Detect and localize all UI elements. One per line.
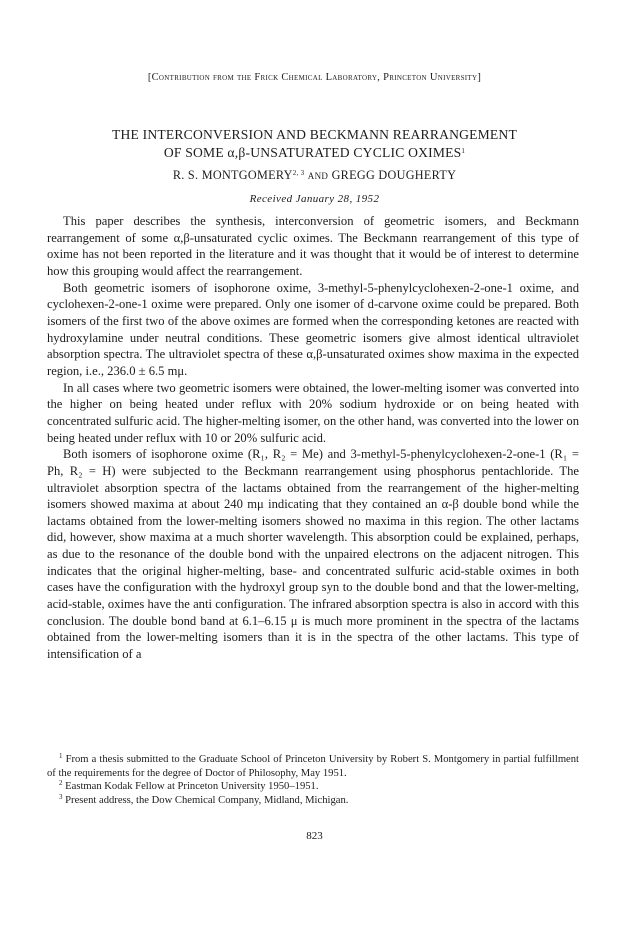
author-line xyxy=(0,168,629,183)
body-paragraph: Both isomers of isophorone oxime (R₁, R₂ = Me) and 3-methyl-5-phenylcyclohexen-2-one-1 (R₁ = Ph, R₂ = H) were subjected to the Beckmann rearrangement using phosphorus pentachloride. The ultraviolet absorption spectra of the lactams obtained from the rearrangement of the higher-melting isomers showed maxima at about 240 mμ indicating that they contained an α-β double bond while the lactams obtained from the lower-melting isomers showed no maxima in this region. The other lactams did, however, show maxima at a much shorter wavelength. This absorption could be explained, perhaps, as due to the resonance of the double bond with the unpaired electrons on the adjacent nitrogen. This indicates that the original higher-melting, base- and concentrated sulfuric acid-stable oximes in both cases have the configuration with the hydroxyl group syn to the double bond and that the lower-melting, acid-stable, oximes have the anti configuration. The infrared absorption spectra is also in accord with this conclusion. The double bond band at 6.1–6.15 μ is much more prominent in the spectra of the lactams obtained from the lower-melting isomers than it is in the spectra of the other lactams. This type of intensification of a xyxy=(47,447,579,662)
title-line-2 xyxy=(40,144,589,162)
paper-title xyxy=(40,126,589,162)
title-line-2-text: OF SOME α,β-UNSATURATED CYCLIC OXIMES xyxy=(163,145,462,160)
contribution-header: [Contribution from the Frick Chemical Laboratory, Princeton University] xyxy=(147,72,482,83)
author-1-footnote-marks: 2, 3 xyxy=(292,169,305,177)
footnote xyxy=(47,753,579,780)
title-line-1: THE INTERCONVERSION AND BECKMANN REARRANGEMENT xyxy=(112,127,517,142)
footnote-mark: 1 xyxy=(59,752,63,760)
author-1: R. S. MONTGOMERY xyxy=(172,168,293,182)
body-paragraph: In all cases where two geometric isomers were obtained, the lower-melting isomer was converted into the higher on being heated under reflux with 20% sodium hydroxide or on being heated with concentrated sulfuric acid. The higher-melting isomer, on the other hand, was converted into the lower on being heated under reflux with 10 or 20% sulfuric acid. xyxy=(47,380,579,445)
page-number: 823 xyxy=(306,830,323,842)
footnote-mark: 2 xyxy=(59,779,63,788)
title-footnote-mark: 1 xyxy=(461,147,466,155)
footnotes xyxy=(47,753,579,807)
received-date: Received January 28, 1952 xyxy=(249,193,380,205)
footnote xyxy=(47,794,579,808)
author-2: GREGG DOUGHERTY xyxy=(331,168,457,182)
footnote-mark: 3 xyxy=(59,792,63,801)
article-body xyxy=(47,213,579,663)
footnote xyxy=(47,780,579,794)
footnote-text: From a thesis submitted to the Graduate School of Princeton University by Robert S. Montgomery in partial fulfillment of the requirements for the degree of Doctor of Philosophy, May 1951. xyxy=(47,754,579,779)
footnote-text: Present address, the Dow Chemical Company, Midland, Michigan. xyxy=(65,794,349,806)
body-paragraph: Both geometric isomers of isophorone oxime, 3-methyl-5-phenylcyclohexen-2-one-1 oxime, and cyclohexen-2-one-1 oxime were prepared. Only one isomer of d-carvone oxime could be prepared. Both isomers of the first two of the above oximes are formed when the corresponding ketones are reacted with hydroxylamine under neutral conditions. These geometric isomers give almost identical ultraviolet absorption spectra. The ultraviolet spectra of these α,β-unsaturated oximes show maxima in the expected region, i.e., 236.0 ± 6.5 mμ. xyxy=(47,280,579,378)
footnote-text: Eastman Kodak Fellow at Princeton University 1950–1951. xyxy=(65,781,319,793)
body-paragraph: This paper describes the synthesis, interconversion of geometric isomers, and Beckmann rearrangement of some α,β-unsaturated cyclic oximes. The Beckmann rearrangement of this type of oxime has not been reported in the literature and it was thought that it would be of interest to determine how this grouping would affect the rearrangement. xyxy=(47,214,579,278)
author-conjunction: and xyxy=(307,168,329,182)
